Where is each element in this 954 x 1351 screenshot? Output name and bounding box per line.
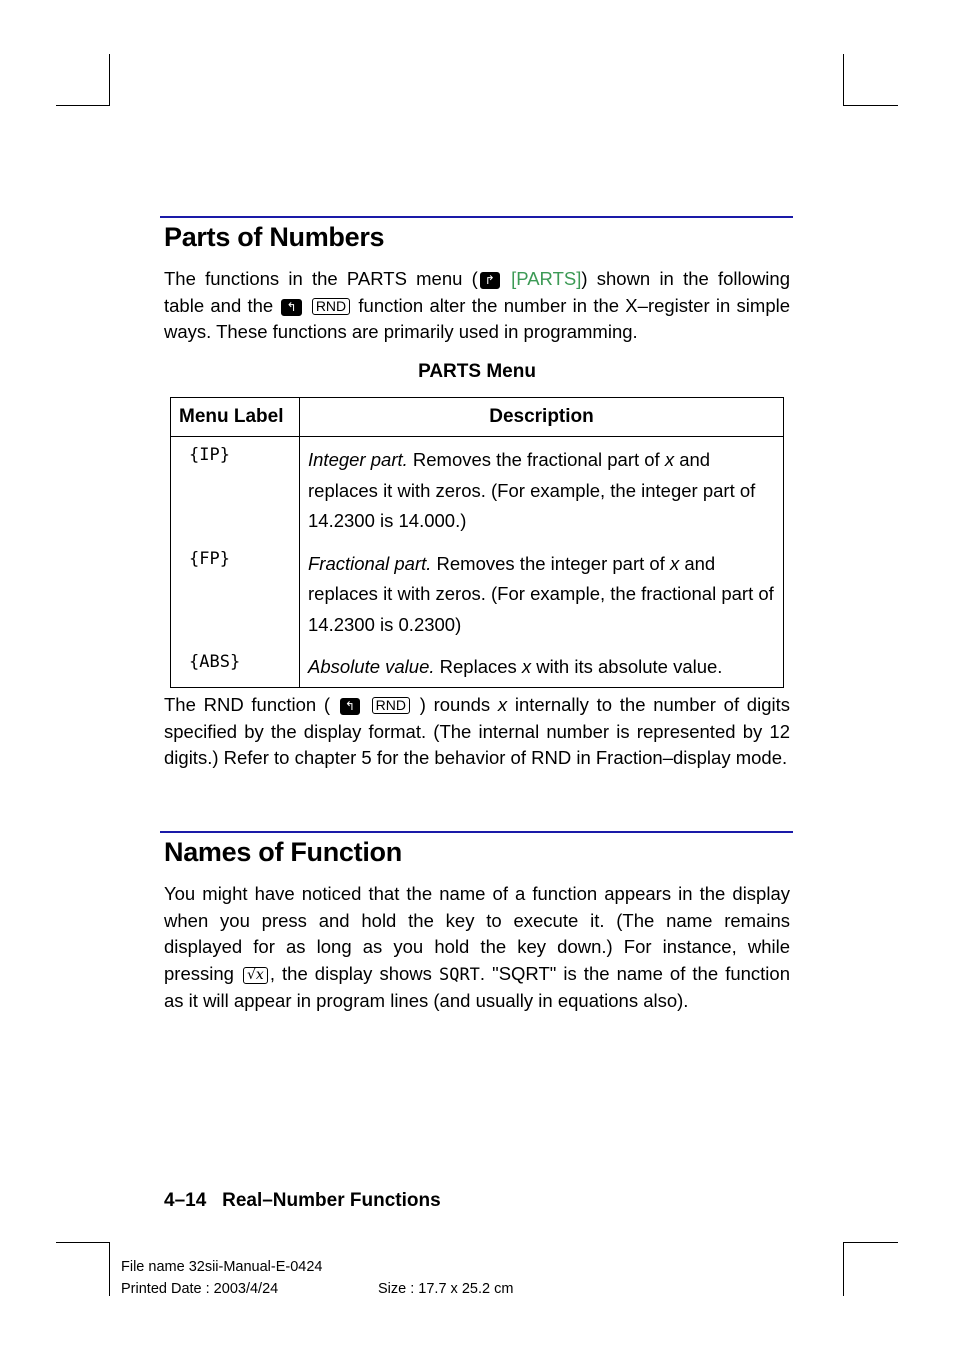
crop-mark-top-left-horizontal [56, 105, 110, 106]
crop-mark-bottom-left-horizontal [56, 1242, 110, 1243]
table-caption: PARTS Menu [418, 361, 536, 382]
description-cell: Integer part. Removes the fractional part of x and replaces it with zeros. (For example, the integer part of 14.2300 is 14.000.) [300, 437, 784, 541]
rnd-key-icon: RND [312, 298, 350, 315]
table-row [171, 644, 784, 687]
file-name: File name 32sii-Manual-E-0424 [121, 1259, 323, 1275]
rnd-paragraph: The RND function ( ↰ RND ) rounds x internally to the number of digits specified by the display format. (The internal number is represented by 12 digits.) Refer to chapter 5 for the behavior of RND in Fraction–display mode. [164, 694, 790, 768]
section-title: Parts of Numbers [164, 222, 385, 252]
square-root-key-icon: √x [243, 967, 268, 984]
right-shift-key-icon: ↱ [480, 272, 500, 289]
left-shift-key-icon: ↰ [340, 698, 360, 715]
left-shift-key-icon: ↰ [281, 299, 301, 316]
crop-mark-bottom-left-vertical [109, 1242, 110, 1296]
parts-menu-table [170, 397, 784, 688]
section-title: Names of Function [164, 837, 402, 867]
table-row [171, 437, 784, 541]
section-rule [160, 216, 793, 218]
menu-label-cell: {FP} [171, 541, 300, 645]
column-header-menu-label: Menu Label [171, 398, 300, 437]
printed-date: Printed Date : 2003/4/24 [121, 1281, 279, 1297]
crop-mark-bottom-right-horizontal [843, 1242, 898, 1243]
crop-mark-top-right-vertical [843, 54, 844, 106]
crop-mark-top-right-horizontal [843, 105, 898, 106]
table-row [171, 541, 784, 645]
table-header-row [171, 398, 784, 437]
file-metadata [121, 1256, 513, 1300]
rnd-key-icon: RND [372, 697, 410, 714]
crop-mark-top-left-vertical [109, 54, 110, 106]
section-rule [160, 831, 793, 833]
menu-label-cell: {IP} [171, 437, 300, 541]
display-text: SQRT [438, 964, 480, 985]
menu-label-cell: {ABS} [171, 644, 300, 687]
column-header-description: Description [300, 398, 784, 437]
page-footer-label: 4–14 Real–Number Functions [164, 1190, 441, 1211]
page-size: Size : 17.7 x 25.2 cm [378, 1281, 514, 1297]
description-cell: Absolute value. Replaces x with its absolute value. [300, 644, 784, 687]
description-cell: Fractional part. Removes the integer part of x and replaces it with zeros. (For example, the fractional part of 14.2300 is 0.2300) [300, 541, 784, 645]
print-info-line [121, 1278, 513, 1300]
crop-mark-bottom-right-vertical [843, 1242, 844, 1296]
parts-menu-label: [PARTS] [511, 268, 582, 289]
intro-paragraph: The functions in the PARTS menu ( ↱ [PARTS]) shown in the following table and the ↰ RND function alter the number in the X–register in simple ways. These functions are primarily used in programming. [164, 268, 791, 342]
names-paragraph: You might have noticed that the name of a function appears in the display when you press and hold the key to execute it. (The name remains displayed for as long as you hold the key down.) For instance, while pressing √x , the display shows SQRT. "SQRT" is the name of the function as it will appear in program lines (and usually in equations also). [164, 883, 790, 1011]
